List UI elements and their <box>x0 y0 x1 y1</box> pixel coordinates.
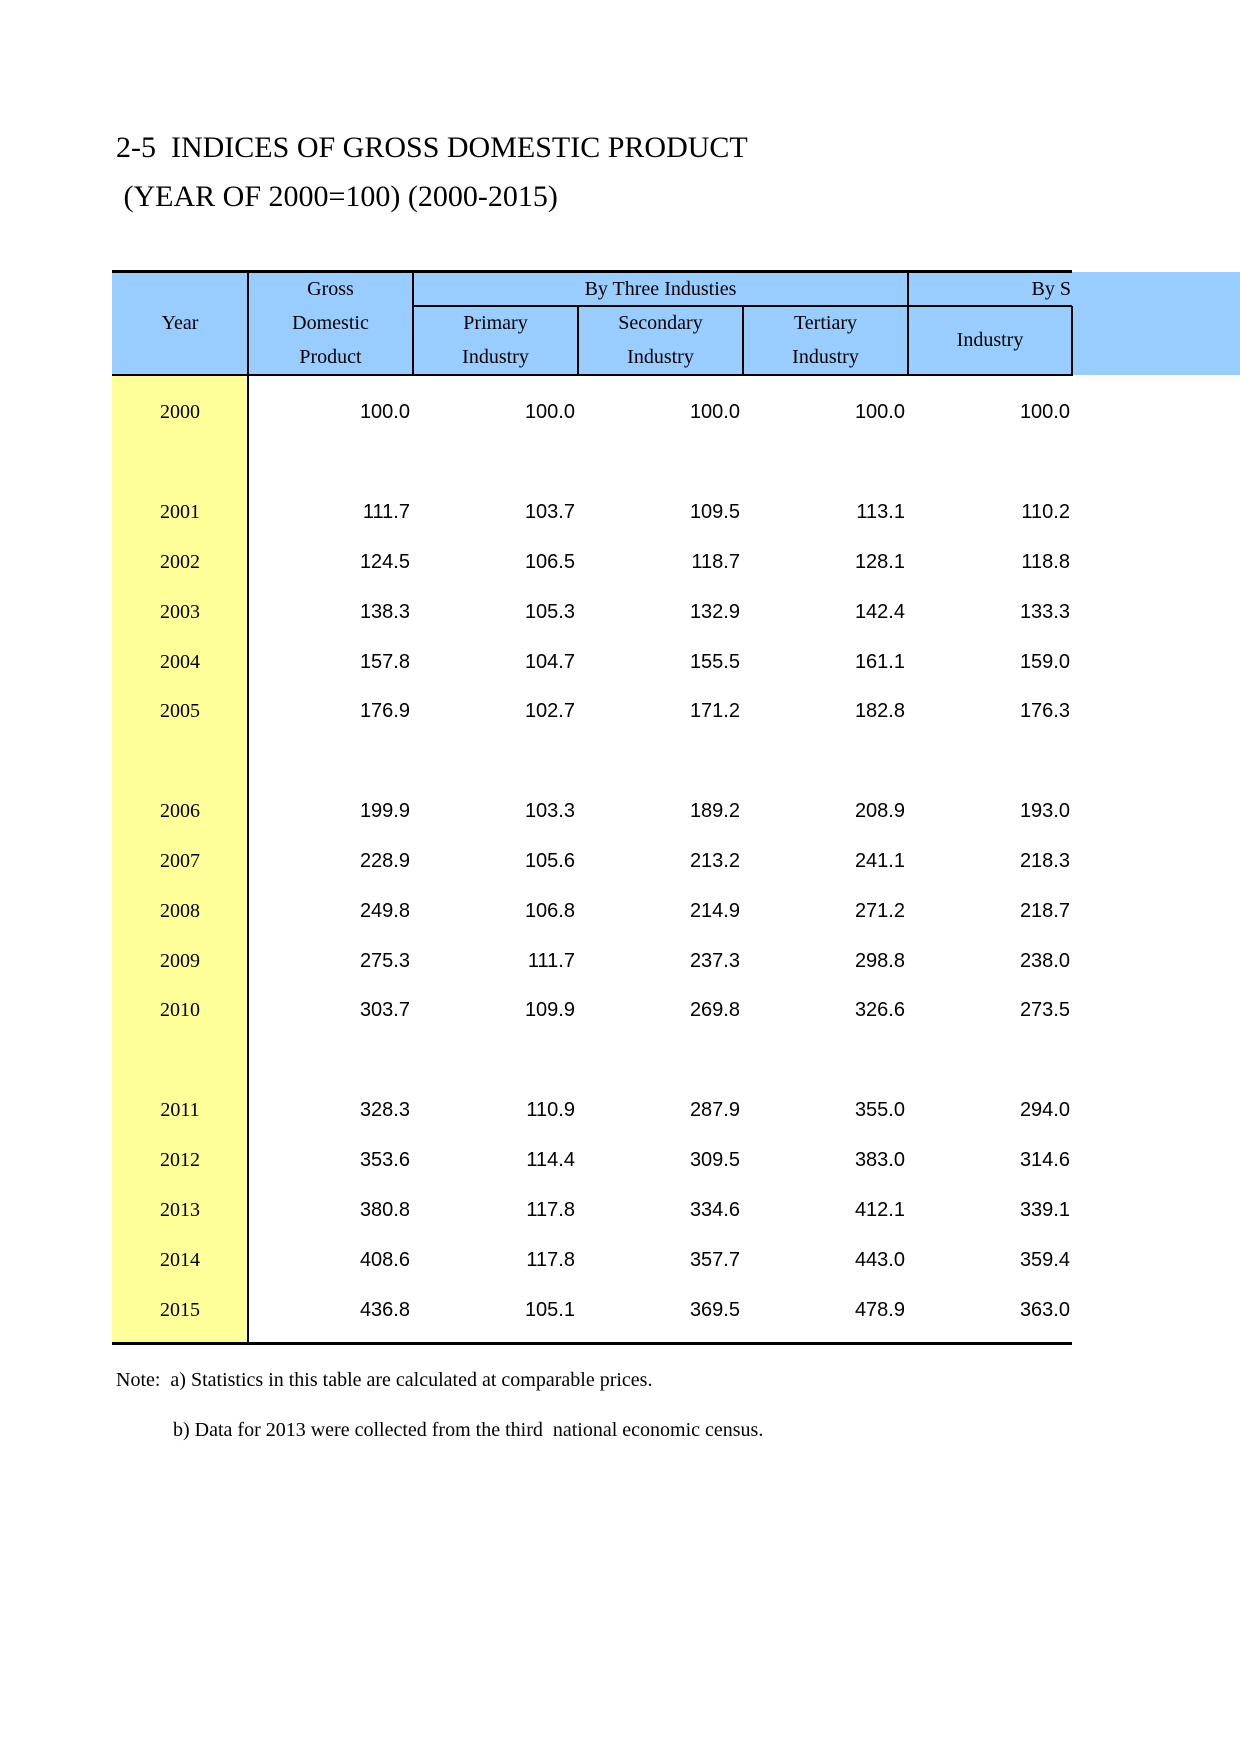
cell-primary: 106.8 <box>524 900 575 922</box>
cell-gdp: 408.6 <box>359 1249 410 1271</box>
cell-primary: 114.4 <box>526 1149 575 1171</box>
cell-year: 2004 <box>160 651 200 673</box>
cell-primary: 105.3 <box>524 601 575 623</box>
cell-primary: 105.6 <box>524 850 575 872</box>
cell-secondary: 334.6 <box>689 1199 740 1221</box>
cell-gdp: 199.9 <box>359 800 410 822</box>
cell-gdp: 303.7 <box>359 999 410 1021</box>
cell-year: 2001 <box>160 501 200 523</box>
table-row <box>0 545 1240 579</box>
cell-gdp: 380.8 <box>359 1199 410 1221</box>
cell-primary: 117.8 <box>526 1199 575 1221</box>
table-row <box>0 595 1240 629</box>
cell-year: 2005 <box>160 700 200 722</box>
cell-gdp: 124.5 <box>359 551 410 573</box>
header-gdp-line1: Gross <box>307 278 354 300</box>
cell-primary: 110.9 <box>526 1099 575 1121</box>
cell-industry: 193.0 <box>1019 800 1070 822</box>
table-subtitle: (YEAR OF 2000=100) (2000-2015) <box>116 180 558 213</box>
cell-primary: 105.1 <box>524 1299 575 1321</box>
cell-year: 2012 <box>160 1149 200 1171</box>
cell-industry: 159.0 <box>1019 651 1070 673</box>
table-row <box>0 694 1240 728</box>
table-row <box>0 794 1240 828</box>
cell-secondary: 369.5 <box>689 1299 740 1321</box>
header-three-industries: By Three Industies <box>584 278 737 300</box>
cell-primary: 103.7 <box>524 501 575 523</box>
cell-industry: 359.4 <box>1019 1249 1070 1271</box>
table-row <box>0 495 1240 529</box>
header-primary-line2: Industry <box>462 346 529 368</box>
cell-primary: 106.5 <box>524 551 575 573</box>
cell-year: 2013 <box>160 1199 200 1221</box>
header-by-s: By S <box>1031 278 1071 300</box>
cell-tertiary: 100.0 <box>854 401 905 423</box>
table-row <box>0 944 1240 978</box>
cell-gdp: 328.3 <box>359 1099 410 1121</box>
cell-year: 2014 <box>160 1249 200 1271</box>
cell-secondary: 171.2 <box>689 700 740 722</box>
table-title: 2-5 INDICES OF GROSS DOMESTIC PRODUCT <box>116 131 748 164</box>
cell-gdp: 111.7 <box>362 501 410 523</box>
cell-industry: 363.0 <box>1019 1299 1070 1321</box>
cell-industry: 118.8 <box>1021 551 1070 573</box>
cell-tertiary: 241.1 <box>854 850 905 872</box>
cell-tertiary: 412.1 <box>854 1199 905 1221</box>
cell-gdp: 100.0 <box>359 401 410 423</box>
cell-primary: 100.0 <box>524 401 575 423</box>
header-bottom-rule <box>112 374 1072 376</box>
cell-gdp: 228.9 <box>359 850 410 872</box>
table-row <box>0 1193 1240 1227</box>
note-a: Note: a) Statistics in this table are calculated at comparable prices. <box>116 1369 653 1391</box>
cell-gdp: 353.6 <box>359 1149 410 1171</box>
cell-year: 2010 <box>160 999 200 1021</box>
cell-primary: 109.9 <box>524 999 575 1021</box>
cell-year: 2011 <box>160 1099 200 1121</box>
table-row <box>0 1093 1240 1127</box>
header-industry: Industry <box>956 329 1024 351</box>
cell-primary: 111.7 <box>527 950 575 972</box>
cell-tertiary: 142.4 <box>854 601 905 623</box>
cell-secondary: 214.9 <box>689 900 740 922</box>
cell-primary: 104.7 <box>524 651 575 673</box>
cell-gdp: 436.8 <box>359 1299 410 1321</box>
bottom-rule <box>112 1342 1072 1345</box>
table-row <box>0 395 1240 429</box>
cell-secondary: 309.5 <box>689 1149 740 1171</box>
note-b: b) Data for 2013 were collected from the third national economic census. <box>173 1419 764 1441</box>
cell-year: 2009 <box>160 950 200 972</box>
cell-year: 2007 <box>160 850 200 872</box>
cell-year: 2000 <box>160 401 200 423</box>
cell-industry: 273.5 <box>1019 999 1070 1021</box>
header-year: Year <box>161 312 199 334</box>
cell-year: 2008 <box>160 900 200 922</box>
cell-year: 2003 <box>160 601 200 623</box>
table-row <box>0 1143 1240 1177</box>
cell-industry: 218.7 <box>1019 900 1070 922</box>
header-secondary-line2: Industry <box>627 346 694 368</box>
cell-tertiary: 355.0 <box>854 1099 905 1121</box>
cell-year: 2015 <box>160 1299 200 1321</box>
cell-secondary: 109.5 <box>689 501 740 523</box>
cell-year: 2002 <box>160 551 200 573</box>
table-row <box>0 993 1240 1027</box>
cell-industry: 339.1 <box>1019 1199 1070 1221</box>
header-gdp-line2: Domestic <box>292 312 369 334</box>
table-row <box>0 844 1240 878</box>
cell-tertiary: 113.1 <box>856 501 905 523</box>
header-primary-line1: Primary <box>463 312 528 334</box>
cell-industry: 100.0 <box>1019 401 1070 423</box>
cell-industry: 176.3 <box>1019 700 1070 722</box>
cell-tertiary: 443.0 <box>854 1249 905 1271</box>
cell-secondary: 287.9 <box>689 1099 740 1121</box>
header-secondary-line1: Secondary <box>618 312 703 334</box>
cell-secondary: 213.2 <box>689 850 740 872</box>
cell-primary: 117.8 <box>526 1249 575 1271</box>
cell-industry: 110.2 <box>1021 501 1070 523</box>
table-row <box>0 1293 1240 1327</box>
cell-tertiary: 298.8 <box>854 950 905 972</box>
cell-tertiary: 478.9 <box>854 1299 905 1321</box>
cell-primary: 103.3 <box>524 800 575 822</box>
cell-primary: 102.7 <box>524 700 575 722</box>
cell-secondary: 189.2 <box>689 800 740 822</box>
cell-secondary: 155.5 <box>689 651 740 673</box>
header-gdp-line3: Product <box>299 346 362 368</box>
cell-tertiary: 271.2 <box>854 900 905 922</box>
cell-industry: 133.3 <box>1019 601 1070 623</box>
cell-gdp: 138.3 <box>359 601 410 623</box>
cell-industry: 218.3 <box>1019 850 1070 872</box>
cell-tertiary: 326.6 <box>854 999 905 1021</box>
cell-tertiary: 128.1 <box>854 551 905 573</box>
table-row <box>0 1243 1240 1277</box>
cell-secondary: 100.0 <box>689 401 740 423</box>
cell-secondary: 357.7 <box>689 1249 740 1271</box>
cell-secondary: 269.8 <box>689 999 740 1021</box>
cell-tertiary: 161.1 <box>854 651 905 673</box>
header-divider <box>1071 306 1073 376</box>
table-row <box>0 894 1240 928</box>
cell-industry: 314.6 <box>1019 1149 1070 1171</box>
cell-tertiary: 383.0 <box>854 1149 905 1171</box>
header-tertiary-line2: Industry <box>792 346 859 368</box>
cell-tertiary: 182.8 <box>854 700 905 722</box>
cell-gdp: 176.9 <box>359 700 410 722</box>
cell-gdp: 275.3 <box>359 950 410 972</box>
cell-industry: 238.0 <box>1019 950 1070 972</box>
cell-industry: 294.0 <box>1019 1099 1070 1121</box>
cell-gdp: 157.8 <box>359 651 410 673</box>
cell-year: 2006 <box>160 800 200 822</box>
cell-secondary: 132.9 <box>689 601 740 623</box>
cell-secondary: 118.7 <box>691 551 740 573</box>
cell-tertiary: 208.9 <box>854 800 905 822</box>
cell-secondary: 237.3 <box>689 950 740 972</box>
cell-gdp: 249.8 <box>359 900 410 922</box>
header-tertiary-line1: Tertiary <box>793 312 857 334</box>
table-row <box>0 645 1240 679</box>
